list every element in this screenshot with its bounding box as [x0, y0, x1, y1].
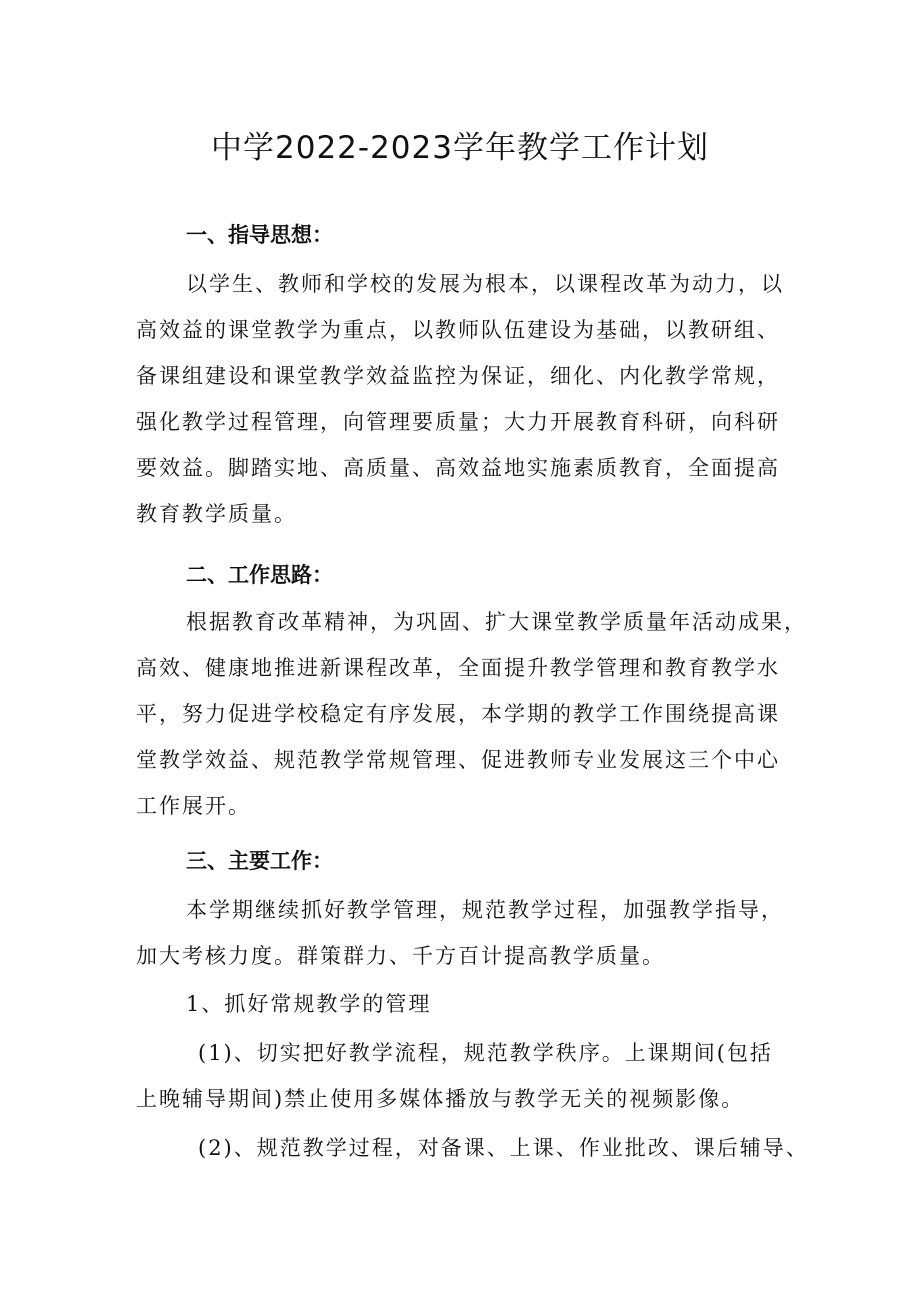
- list-item-title-routine-teaching: [136, 981, 798, 1027]
- text-line: 平，努力促进学校稳定有序发展，本学期的教学工作围绕提高课: [136, 702, 780, 726]
- text-line: 备课组建设和课堂教学效益监控为保证，细化、内化教学常规，: [136, 364, 780, 388]
- text-line: 教育教学质量。: [136, 502, 297, 526]
- text-line: 高效益的课堂教学为重点，以教师队伍建设为基础，以教研组、: [136, 318, 780, 342]
- text-line: 加大考核力度。群策群力、千方百计提高教学质量。: [136, 944, 665, 968]
- paragraph-main-work-intro: [136, 887, 798, 979]
- paragraph-item-1-1: [136, 1030, 798, 1122]
- text-line: (2)、规范教学过程，对备课、上课、作业批改、课后辅导、: [198, 1136, 809, 1160]
- paragraph-work-ideas: [136, 599, 807, 829]
- text-line: 高效、健康地推进新课程改革，全面提升教学管理和教育教学水: [136, 656, 780, 680]
- text-line: 本学期继续抓好教学管理，规范教学过程，加强教学指导，: [186, 898, 784, 922]
- text-line: 工作展开。: [136, 794, 251, 818]
- section-heading-main-work: 三、主要工作：: [186, 849, 333, 873]
- text-line: 以学生、教师和学校的发展为根本，以课程改革为动力，以: [186, 272, 784, 296]
- text-line: 上晚辅导期间)禁止使用多媒体播放与教学无关的视频影像。: [136, 1087, 745, 1111]
- text-line: 强化教学过程管理，向管理要质量；大力开展教育科研，向科研: [136, 410, 780, 434]
- section-heading-work-ideas: 二、工作思路：: [186, 563, 333, 587]
- paragraph-guiding-ideology: [136, 261, 798, 537]
- text-line: 堂教学效益、规范教学常规管理、促进教师专业发展这三个中心: [136, 748, 780, 772]
- text-line: 1、抓好常规教学的管理: [186, 992, 432, 1016]
- text-line: 要效益。脚踏实地、高质量、高效益地实施素质教育，全面提高: [136, 456, 780, 480]
- text-line: (1)、切实把好教学流程，规范教学秩序。上课期间(包括: [198, 1041, 773, 1065]
- section-heading-guiding-ideology: 一、指导思想：: [186, 223, 333, 247]
- document-title: 中学2022-2023学年教学工作计划: [211, 130, 709, 166]
- text-line: 根据教育改革精神，为巩固、扩大课堂教学质量年活动成果，: [186, 610, 807, 634]
- paragraph-item-1-2: [136, 1125, 809, 1171]
